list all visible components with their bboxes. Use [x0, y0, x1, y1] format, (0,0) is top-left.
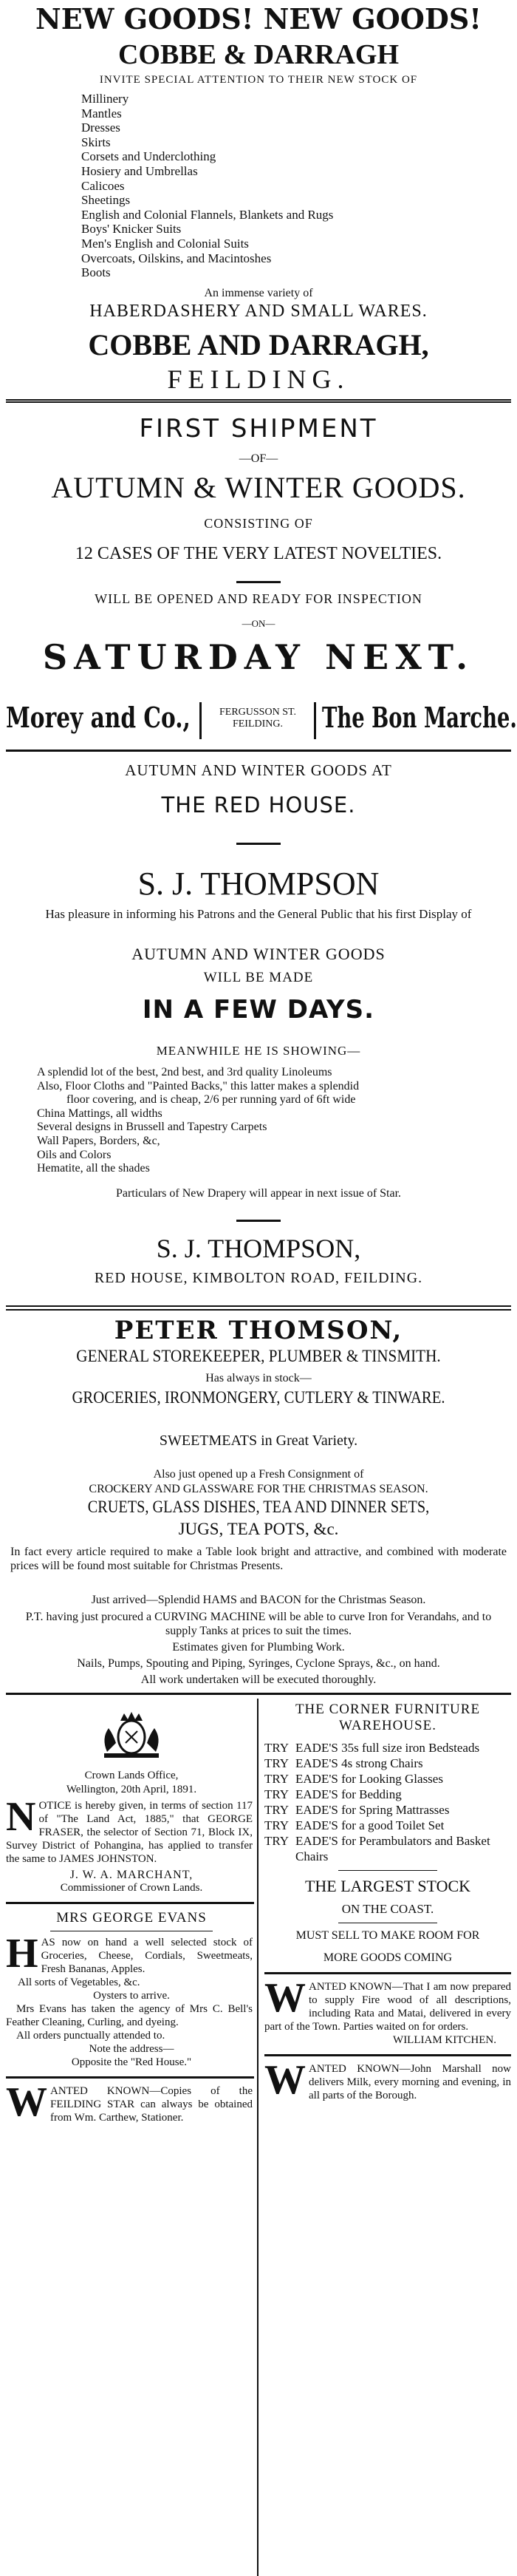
divider: [264, 2054, 511, 2056]
divider: [6, 2076, 254, 2079]
cobbe-item: Corsets and Underclothing: [81, 149, 216, 164]
wanted3-body: ANTED KNOWN—John Marshall now delivers Milk, every morning and evening, in all parts of the Borough.: [309, 2063, 511, 2101]
eades-item: [264, 1787, 511, 1802]
column-divider: [257, 1699, 258, 2576]
eades-try: TRY: [264, 1818, 290, 1832]
morey-of: —OF—: [239, 452, 278, 465]
cobbe-invite: INVITE SPECIAL ATTENTION TO THEIR NEW STOCK OF: [99, 74, 418, 86]
peter-estimates: Estimates given for Plumbing Work.: [172, 1641, 345, 1654]
evans-agency: Mrs Evans has taken the agency of Mrs C. Bell's Feather Cleaning, Curling, and dyeing.: [6, 2003, 253, 2028]
morey-name: Morey and Co.,: [6, 701, 191, 734]
thompson-made: WILL BE MADE: [203, 970, 314, 985]
thompson-meanwhile: MEANWHILE HE IS SHOWING—: [156, 1044, 361, 1058]
morey-store: The Bon Marche.: [322, 701, 517, 734]
thompson-name2: S. J. THOMPSON,: [156, 1234, 361, 1263]
wanted1-notice: [6, 2079, 257, 2125]
thompson-intro: Has pleasure in informing his Patrons and the General Public that his first Display of: [45, 907, 472, 921]
divider: [6, 750, 511, 752]
eades-try: TRY: [264, 1772, 290, 1786]
morey-season: AUTUMN & WINTER GOODS.: [51, 471, 466, 504]
thompson-item: Several designs in Brussell and Tapestry Carpets: [37, 1121, 267, 1134]
evans-oysters: Oysters to arrive.: [93, 1990, 170, 2002]
divider: [6, 1902, 254, 1904]
left-column: [6, 1699, 257, 2576]
divider: [6, 1693, 511, 1695]
redhouse-line2: THE RED HOUSE.: [161, 792, 356, 818]
peter-consignment: Also just opened up a Fresh Consignment of: [153, 1468, 364, 1481]
cobbe-variety: An immense variety of: [204, 287, 313, 299]
thompson-name: S. J. THOMPSON: [137, 866, 380, 902]
morey-box: [199, 702, 316, 739]
peter-groceries: GROCERIES, IRONMONGERY, CUTLERY & TINWARE.: [72, 1388, 445, 1407]
peter-cruets: CRUETS, GLASS DISHES, TEA AND DINNER SETS,: [87, 1498, 430, 1516]
evans-name: MRS GEORGE EVANS: [56, 1910, 207, 1926]
divider: [236, 581, 281, 583]
peter-trade: GENERAL STOREKEEPER, PLUMBER & TINSMITH.: [76, 1347, 441, 1365]
cobbe-item: English and Colonial Flannels, Blankets and Rugs: [81, 207, 334, 222]
wanted2-body: ANTED KNOWN—That I am now prepared to supply Fire wood of all descriptions, including Rata and Matai, delivered in every part of the Town. Parties waited on for orders.: [264, 1981, 511, 2033]
cobbe-item: Hosiery and Umbrellas: [81, 163, 198, 178]
cobbe-item: Boots: [81, 265, 111, 280]
thompson-goods: AUTUMN AND WINTER GOODS: [131, 945, 386, 963]
wanted3-dropcap: W: [264, 2057, 306, 2103]
crown-notice: [6, 1794, 257, 1866]
eades-item: [264, 1756, 511, 1771]
wanted2-dropcap: W: [264, 1975, 306, 2021]
thompson-address: RED HOUSE, KIMBOLTON ROAD, FEILDING.: [94, 1270, 423, 1286]
eades-text: EADE'S for Bedding: [295, 1787, 402, 1801]
thompson-item: Oils and Colors: [37, 1148, 112, 1161]
cobbe-firm2: COBBE AND DARRAGH,: [88, 328, 429, 361]
corner-largest: THE LARGEST STOCK: [304, 1877, 471, 1895]
eades-try: TRY: [264, 1756, 290, 1770]
thompson-item: Wall Papers, Borders, &c,: [37, 1134, 160, 1147]
evans-body: AS now on hand a well selected stock of Groceries, Cheese, Cordials, Sweetmeats, Fresh Bananas, Apples.: [41, 1937, 253, 1975]
crown-title: Commissioner of Crown Lands.: [60, 1882, 203, 1894]
thompson-note: Particulars of New Drapery will appear in next issue of Star.: [115, 1187, 402, 1200]
eades-text: EADE'S for Perambulators and Basket Chairs: [295, 1834, 490, 1863]
peter-stock: Has always in stock—: [205, 1372, 312, 1384]
eades-text: EADE'S for Spring Mattrasses: [295, 1803, 450, 1817]
right-column: [264, 1699, 511, 2576]
crown-body: OTICE is hereby given, in terms of section 117 of "The Land Act, 1885," that GEORGE FRASER, the selector of Section 71, Block IX, Survey District of Pohangina, has applied to transfer the same to JAMES JOHNSTON.: [6, 1800, 253, 1865]
divider: [338, 1870, 437, 1871]
evans-veg: All sorts of Vegetables, &c.: [18, 1977, 140, 1988]
eades-item: [264, 1740, 511, 1756]
cobbe-town: FEILDING.: [167, 364, 350, 394]
royal-crest-icon: [91, 1709, 172, 1761]
peter-nails: Nails, Pumps, Spouting and Piping, Syringes, Cyclone Sprays, &c., on hand.: [77, 1657, 440, 1670]
eades-list: [264, 1740, 511, 1864]
thompson-item: Hematite, all the shades: [37, 1162, 150, 1175]
wanted2-notice: [264, 1975, 511, 2033]
evans-dropcap: H: [6, 1931, 38, 1977]
eades-try: TRY: [264, 1741, 290, 1755]
eades-item: [264, 1802, 511, 1818]
eades-try: TRY: [264, 1834, 290, 1848]
morey-consisting: CONSISTING OF: [204, 516, 313, 531]
divider: [236, 843, 281, 845]
peter-body: In fact every article required to make a Table look bright and attractive, and combined with moderate prices will be found most suitable for Christmas Presents.: [10, 1546, 507, 1572]
wanted3-notice: [264, 2057, 511, 2103]
morey-town: FEILDING.: [232, 718, 284, 730]
wanted1-body: ANTED KNOWN—Copies of the FEILDING STAR can always be obtained from Wm. Carthew, Stationer.: [50, 2085, 253, 2124]
peter-work: All work undertaken will be executed thoroughly.: [140, 1673, 377, 1686]
morey-day: SATURDAY NEXT.: [42, 637, 475, 677]
thompson-item: Also, Floor Cloths and "Painted Backs," this latter makes a splendid: [37, 1079, 360, 1092]
evans-opposite: Opposite the "Red House.": [71, 2056, 192, 2068]
eades-text: EADE'S for Looking Glasses: [295, 1772, 443, 1786]
thompson-item: A splendid lot of the best, 2nd best, and 3rd quality Linoleums: [37, 1066, 332, 1078]
cobbe-item-list: [81, 92, 333, 280]
peter-sweet: SWEETMEATS in Great Variety.: [159, 1433, 358, 1449]
peter-name: PETER THOMSON,: [114, 1316, 403, 1345]
evans-note: Note the address—: [89, 2043, 174, 2055]
eades-text: EADE'S for a good Toilet Set: [295, 1818, 445, 1832]
thompson-item: floor covering, and is cheap, 2/6 per running yard of 6ft wide: [66, 1093, 356, 1107]
thompson-item: China Mattings, all widths: [37, 1107, 162, 1120]
divider: [264, 1972, 511, 1974]
crown-signer: J. W. A. MARCHANT,: [69, 1869, 194, 1881]
corner-coast: ON THE COAST.: [341, 1902, 434, 1916]
eades-item: [264, 1771, 511, 1787]
divider: [6, 399, 511, 403]
wanted2-sign: WILLIAM KITCHEN.: [393, 2034, 496, 2046]
morey-cases: 12 CASES OF THE VERY LATEST NOVELTIES.: [75, 544, 442, 563]
cobbe-item: Boys' Knicker Suits: [81, 222, 182, 237]
wanted1-dropcap: W: [6, 2079, 47, 2125]
peter-crockery: CROCKERY AND GLASSWARE FOR THE CHRISTMAS SEASON.: [89, 1483, 428, 1495]
cobbe-item: Skirts: [81, 135, 111, 149]
peter-arrived: Just arrived—Splendid HAMS and BACON for the Christmas Season.: [91, 1594, 426, 1606]
corner-more: MORE GOODS COMING: [323, 1951, 453, 1964]
corner-name: THE CORNER FURNITURE WAREHOUSE.: [295, 1702, 481, 1733]
cobbe-wares: HABERDASHERY AND SMALL WARES.: [89, 302, 428, 321]
cobbe-firm: COBBE & DARRAGH: [117, 39, 400, 70]
crown-date: Wellington, 20th April, 1891.: [66, 1784, 197, 1795]
eades-item: [264, 1818, 511, 1833]
thompson-days: IN A FEW DAYS.: [142, 995, 375, 1024]
evans-orders: All orders punctually attended to.: [16, 2030, 165, 2042]
crown-office: Crown Lands Office,: [84, 1770, 179, 1781]
morey-first: FIRST SHIPMENT: [139, 414, 378, 444]
eades-text: EADE'S 35s full size iron Bedsteads: [295, 1741, 480, 1755]
eades-item: [264, 1833, 511, 1864]
cobbe-item: Dresses: [81, 120, 120, 135]
morey-opened: WILL BE OPENED AND READY FOR INSPECTION: [95, 591, 422, 606]
corner-sell: MUST SELL TO MAKE ROOM FOR: [295, 1929, 480, 1942]
morey-on: —ON—: [242, 618, 275, 629]
crown-dropcap: N: [6, 1794, 36, 1840]
peter-curving: P.T. having just procured a CURVING MACHINE will be able to curve Iron for Verandahs, and to supply Tanks at prices to suit the times.: [25, 1611, 492, 1637]
morey-sign: [6, 701, 517, 742]
eades-text: EADE'S 4s strong Chairs: [295, 1756, 423, 1770]
cobbe-headline: NEW GOODS! NEW GOODS!: [35, 2, 482, 35]
eades-try: TRY: [264, 1803, 290, 1817]
cobbe-item: Mantles: [81, 106, 122, 120]
thompson-item-list: [37, 1066, 480, 1176]
eades-try: TRY: [264, 1787, 290, 1801]
cobbe-item: Calicoes: [81, 178, 125, 193]
cobbe-item: Overcoats, Oilskins, and Macintoshes: [81, 251, 272, 265]
cobbe-item: Millinery: [81, 92, 129, 106]
peter-jugs: JUGS, TEA POTS, &c.: [178, 1520, 339, 1538]
morey-street: FERGUSSON ST.: [219, 707, 296, 718]
cobbe-item: Sheetings: [81, 193, 131, 208]
redhouse-line1: AUTUMN AND WINTER GOODS AT: [125, 761, 392, 779]
divider: [6, 1305, 511, 1311]
evans-notice: [6, 1931, 257, 1977]
cobbe-item: Men's English and Colonial Suits: [81, 236, 249, 251]
divider: [236, 1220, 281, 1222]
